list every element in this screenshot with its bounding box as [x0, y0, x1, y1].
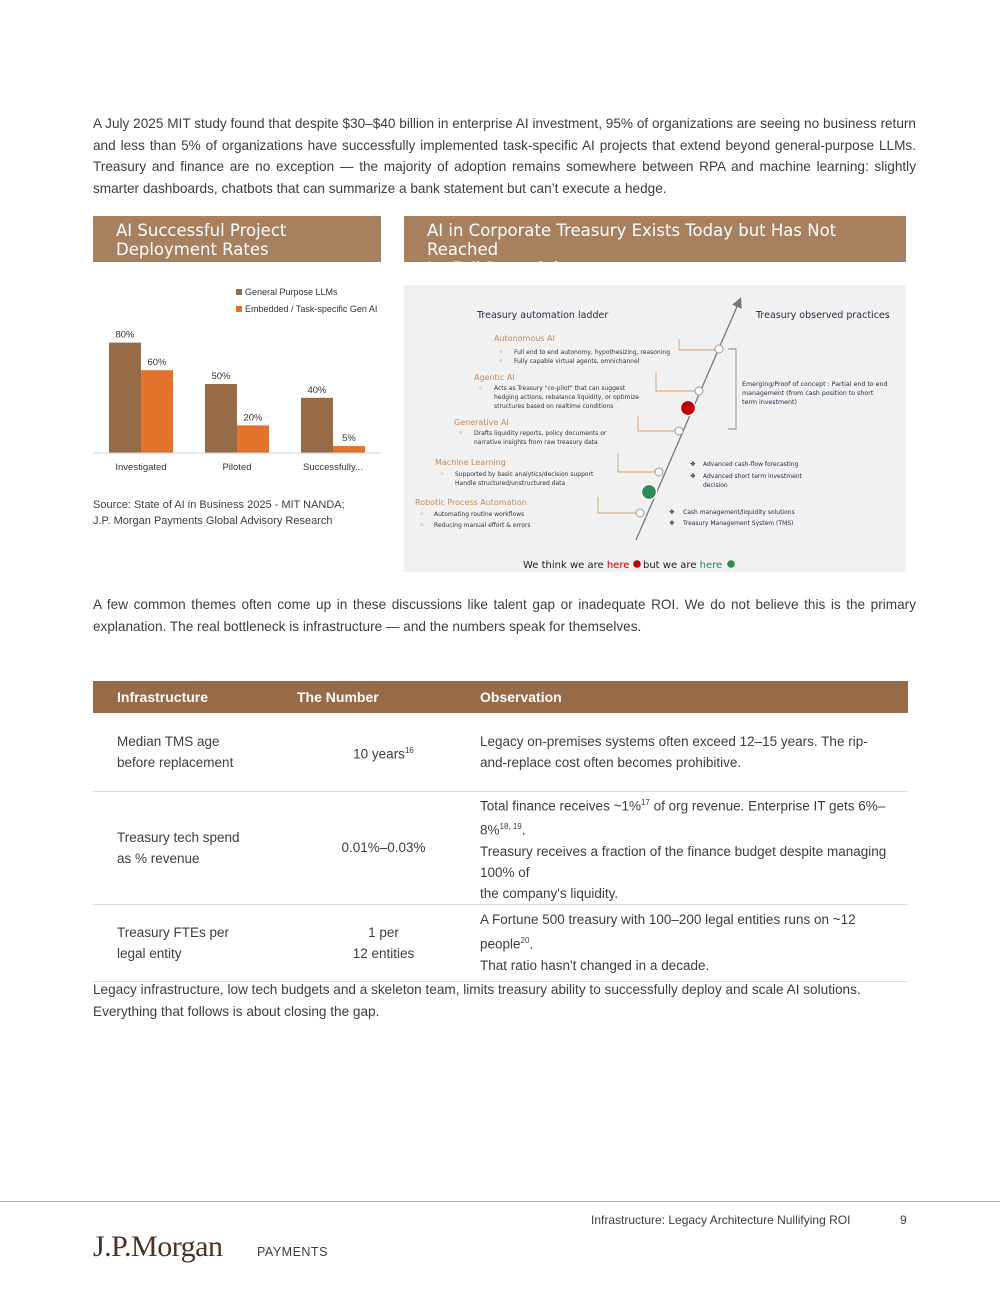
ladder-section-header-line1: AI in Corporate Treasury Exists Today but Has Not Reached [427, 221, 837, 259]
bar [205, 384, 237, 453]
svg-text:✧: ✧ [419, 521, 425, 529]
row2-obs-1b: of org revenue. Enterprise IT gets 6%–8% [480, 798, 886, 838]
ladder-right-title: Treasury observed practices [756, 310, 890, 321]
row3-number [297, 904, 470, 981]
caption-part-a: We think we are [523, 560, 607, 571]
level-generative-ai: Generative AI [454, 418, 509, 427]
generative-bullet-2: narrative insights from raw treasury data [474, 439, 598, 446]
row2-footnote-17: 17 [640, 797, 650, 807]
bar [141, 370, 173, 453]
svg-text:❖: ❖ [690, 460, 696, 468]
legend-label: General Purpose LLMs [245, 287, 338, 297]
svg-text:✧: ✧ [498, 348, 504, 356]
legend-swatch [236, 289, 242, 295]
svg-text:✧: ✧ [498, 357, 504, 365]
row1-obs-line2: and-replace cost often becomes prohibitive. [480, 754, 742, 770]
svg-text:❖: ❖ [669, 508, 675, 516]
bar [301, 398, 333, 453]
row1-infrastructure [93, 713, 297, 791]
row2-infra-line1: Treasury tech spend [117, 829, 240, 845]
agentic-bullet-1: Acts as Treasury "co-pilot" that can suggest [494, 385, 626, 392]
deployment-rates-chart [93, 280, 383, 480]
header-number: The Number [297, 681, 470, 713]
row3-infrastructure [93, 904, 297, 981]
ladder-section-header-line2: Its Full Potential [427, 259, 558, 278]
level-autonomous-ai: Autonomous AI [494, 334, 555, 343]
row3-infra-line2: legal entity [117, 945, 182, 961]
middle-paragraph: A few common themes often come up in these discussions like talent gap or inadequate ROI. We do not believe this is the primary explanation. The real bottleneck is infrastructure — and the numbers speak for themselves. [93, 597, 916, 634]
practice-ml-3: decision [703, 482, 728, 489]
row2-obs-1a: Total finance receives ~1% [480, 798, 641, 813]
row1-infra-line2: before replacement [117, 754, 234, 770]
emerging-bracket [728, 349, 736, 429]
row3-obs-1b: . [529, 936, 534, 952]
row2-obs-line2: Treasury receives a fraction of the finance budget despite managing 100% of [480, 843, 887, 880]
row1-number [297, 713, 470, 791]
row1-infra-line1: Median TMS age [117, 733, 220, 749]
row3-footnote-20: 20 [520, 936, 530, 946]
row3-observation [470, 904, 908, 981]
header-infrastructure: Infrastructure [93, 681, 297, 713]
row2-footnote-18-19: 18, 19 [499, 822, 522, 831]
bar-value-label: 60% [147, 357, 167, 369]
caption-green-dot [727, 560, 735, 568]
agentic-bullet-3: structures based on realtime conditions [494, 403, 614, 410]
table-row [93, 904, 908, 981]
row2-obs-1c: . [521, 822, 526, 838]
autonomous-bullet-1: Full end to end autonomy, hypothesizing, reasoning [514, 349, 670, 356]
autonomous-bullet-2: Fully capable virtual agents, omnichannel [514, 358, 640, 365]
row1-observation [470, 713, 908, 791]
emerging-line-2: management (from cash position to short [742, 390, 874, 397]
payments-label: PAYMENTS [257, 1245, 328, 1259]
row3-obs-line1 [480, 909, 906, 955]
row2-observation [470, 791, 908, 904]
row3-infra-line1: Treasury FTEs per [117, 924, 230, 940]
actual-position-marker [642, 485, 657, 500]
category-label: Successfully... [302, 462, 364, 473]
source-line2: J.P. Morgan Payments Global Advisory Research [93, 515, 333, 527]
chart-section-header-line2: Deployment Rates [116, 240, 269, 259]
row3-number-line2: 12 entities [352, 945, 415, 961]
bar-value-label: 50% [211, 371, 231, 382]
bar-value-label: 80% [115, 329, 135, 341]
svg-text:✧: ✧ [458, 429, 464, 437]
level-rpa: Robotic Process Automation [415, 498, 527, 507]
svg-text:✧: ✧ [439, 470, 445, 478]
perceived-position-marker [681, 401, 696, 416]
ladder-section-header [404, 216, 906, 278]
treasury-automation-ladder [404, 285, 906, 572]
svg-text:❖: ❖ [690, 472, 696, 480]
legend-swatch [236, 306, 242, 312]
intro-paragraph: A July 2025 MIT study found that despite $30–$40 billion in enterprise AI investment, 95% of organizations are seeing no business return and less than 5% of organizations have successfully implemented task-specific AI projects that extend beyond general-purpose LLMs. Treasury and finance are no exception — the majority of adoption remains somewhere between RPA and machine learning: slightly smarter dashboards, chatbots that can summarize a bank statement but can’t execute a hedge. [93, 116, 916, 196]
row2-number: 0.01%–0.03% [297, 791, 470, 904]
closing-paragraph [93, 979, 916, 1022]
footer-title: Infrastructure: Legacy Architecture Nullifying ROI [591, 1213, 851, 1227]
row1-number-value: 10 years [353, 746, 405, 761]
category-label: Investigated [115, 462, 167, 473]
row3-number-line1: 1 per [368, 924, 399, 940]
practice-ml-1: Advanced cash-flow forecasting [703, 461, 799, 468]
caption-here-green: here [699, 560, 723, 571]
practice-rpa-2: Treasury Management System (TMS) [683, 520, 794, 527]
caption-here-red: here [606, 560, 630, 571]
level-machine-learning: Machine Learning [435, 458, 506, 467]
row2-obs-line1 [480, 792, 906, 841]
bar [109, 343, 141, 453]
row3-obs-line2: That ratio hasn't changed in a decade. [480, 957, 710, 973]
category-label: Piloted [222, 462, 252, 473]
emerging-line-3: term investment) [742, 399, 797, 406]
row2-infra-line2: as % revenue [117, 850, 200, 866]
agentic-bullet-2: hedging actions, rebalance liquidity, or optimize [494, 394, 639, 401]
bar [333, 446, 365, 453]
ladder-left-title: Treasury automation ladder [477, 310, 609, 321]
rpa-bullet-1: Automating routine workflows [434, 511, 525, 518]
bar-value-label: 5% [342, 433, 356, 445]
legend-label: Embedded / Task-specific Gen AI [245, 304, 378, 314]
svg-text:✧: ✧ [478, 384, 484, 392]
ladder-diagram [404, 285, 906, 572]
row3-obs-1a: A Fortune 500 treasury with 100–200 legal entities runs on ~12 people [480, 912, 856, 952]
caption-part-b: but we are [643, 560, 700, 571]
caption-part-b-wrap [643, 560, 722, 571]
bar-value-label: 20% [243, 412, 263, 424]
table-row [93, 791, 908, 904]
generative-bullet-1: Drafts liquidity reports, policy documents or [474, 430, 607, 437]
rpa-bullet-2: Reducing manual effort & errors [434, 522, 531, 529]
chart-section-header [93, 216, 381, 262]
ml-bullet-2: Handle structured/unstructured data [455, 480, 566, 487]
row1-obs-line1: Legacy on-premises systems often exceed 12–15 years. The rip- [480, 733, 868, 749]
page-number: 9 [900, 1213, 907, 1227]
footer-divider [0, 1201, 1000, 1202]
row2-infrastructure [93, 791, 297, 904]
caption-red-dot [633, 560, 641, 568]
closing-line2: Everything that follows is about closing the gap. [93, 1003, 380, 1019]
row1-number-footnote: 16 [404, 745, 414, 755]
chart-source [93, 497, 345, 529]
infrastructure-table [93, 681, 908, 982]
ladder-diagonal-line [636, 302, 739, 540]
table-row [93, 713, 908, 791]
bar [237, 425, 269, 453]
closing-line1: Legacy infrastructure, low tech budgets and a skeleton team, limits treasury ability to successfully deploy and scale AI solutions. [93, 982, 861, 997]
ladder-caption [523, 560, 629, 571]
emerging-line-1: Emerging/Proof of concept : Partial end to end [742, 381, 888, 388]
source-line1: Source: State of AI in Business 2025 - MIT NANDA; [93, 499, 345, 511]
bar-value-label: 40% [307, 384, 327, 396]
table-header-row [93, 681, 908, 713]
svg-text:❖: ❖ [669, 519, 675, 527]
level-agentic-ai: Agentic AI [474, 373, 515, 382]
svg-text:✧: ✧ [419, 510, 425, 518]
practice-rpa-1: Cash management/liquidity solutions [683, 509, 795, 516]
jpmorgan-logo: J.P.Morgan [93, 1230, 223, 1263]
ml-bullet-1: Supported by basic analytics/decision support [455, 471, 594, 478]
row2-obs-line3: the company's liquidity. [480, 885, 619, 901]
chart-section-header-line1: AI Successful Project [116, 221, 287, 240]
header-observation: Observation [470, 681, 908, 713]
practice-ml-2: Advanced short term investment [703, 473, 802, 480]
